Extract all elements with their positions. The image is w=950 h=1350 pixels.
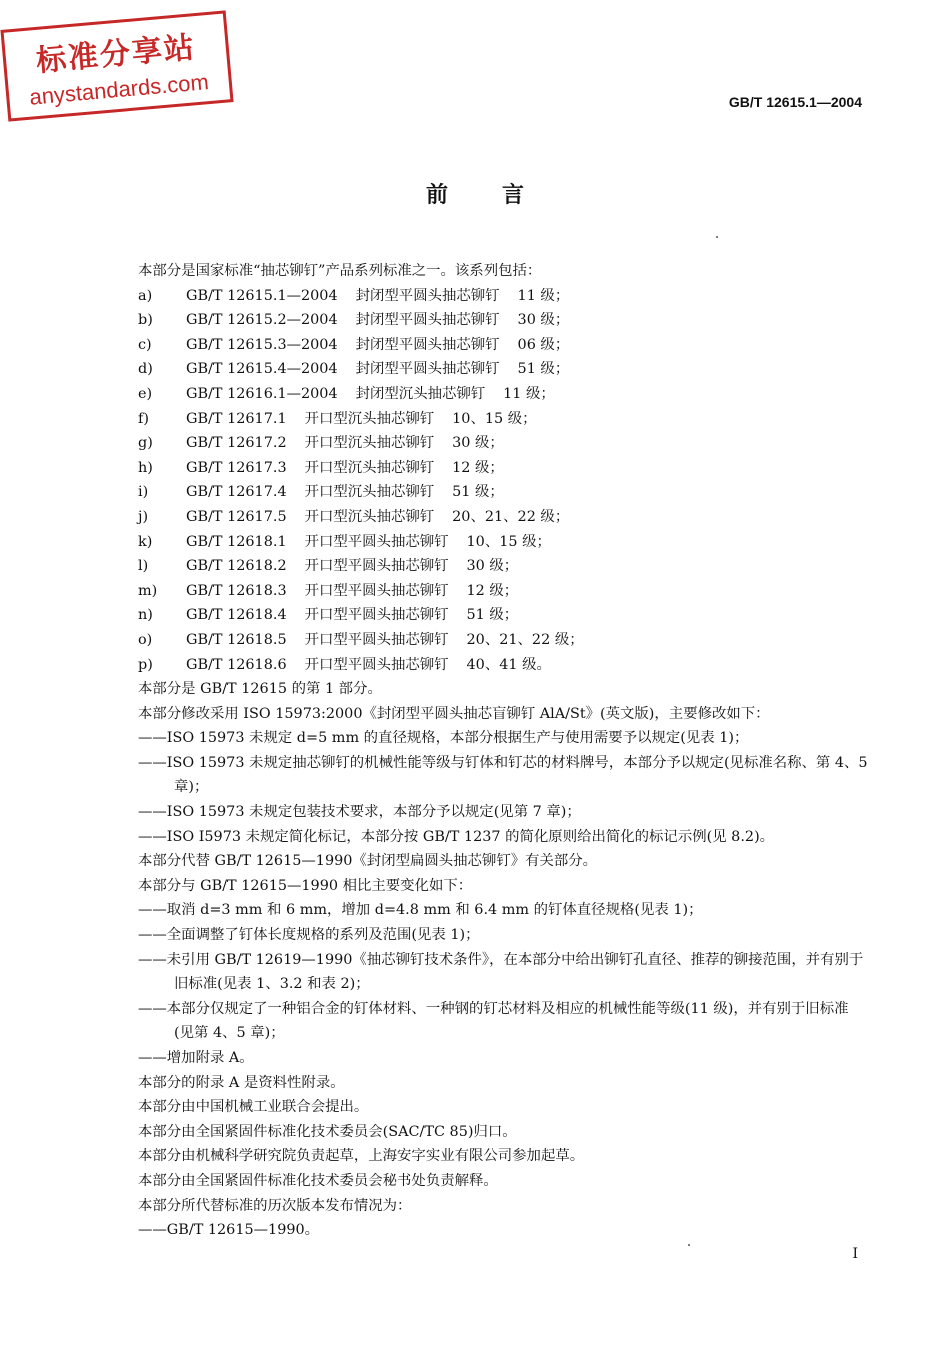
series-name: 开口型平圆头抽芯铆钉 xyxy=(304,607,449,624)
series-grade: 51 级； xyxy=(466,607,519,624)
series-label: o) xyxy=(138,631,153,648)
closing-list xyxy=(138,1071,868,1219)
closing-line: 本部分所代替标准的历次版本发布情况为： xyxy=(138,1197,412,1214)
series-code: GB/T 12618.5 xyxy=(186,631,287,648)
scan-speck xyxy=(688,1244,690,1246)
series-code: GB/T 12618.6 xyxy=(186,656,287,673)
changes-list xyxy=(138,898,868,1070)
modifies-intro: 本部分修改采用 ISO 15973:2000《封闭型平圆头抽芯盲铆钉 AlA/St》(英文版)，主要修改如下： xyxy=(138,705,770,722)
series-label: m) xyxy=(138,582,158,599)
series-name: 开口型沉头抽芯铆钉 xyxy=(304,484,435,501)
series-name: 开口型沉头抽芯铆钉 xyxy=(304,508,435,525)
modification-item: ——ISO 15973 未规定 d=5 mm 的直径规格，本部分根据生产与使用需要予以规定(见表 1)； xyxy=(138,730,749,747)
series-label: f) xyxy=(138,410,149,427)
history-item: ——GB/T 12615—1990。 xyxy=(138,1222,320,1239)
closing-line: 本部分由全国紧固件标准化技术委员会(SAC/TC 85)归口。 xyxy=(138,1123,517,1140)
series-name: 封闭型沉头抽芯铆钉 xyxy=(355,385,486,402)
watermark-stamp xyxy=(0,10,233,121)
series-grade: 10、15 级； xyxy=(452,410,537,427)
series-item xyxy=(138,554,868,579)
series-item xyxy=(138,480,868,505)
series-name: 封闭型平圆头抽芯铆钉 xyxy=(355,312,500,329)
series-item xyxy=(138,628,868,653)
modification-item: ——ISO 15973 未规定抽芯铆钉的机械性能等级与钉体和钉芯的材料牌号，本部分予以规定(见标准名称、第 4、5 章)； xyxy=(138,754,868,796)
replaces-text: 本部分代替 GB/T 12615—1990《封闭型扁圆头抽芯铆钉》有关部分。 xyxy=(138,853,598,870)
change-item: ——增加附录 A。 xyxy=(138,1050,254,1066)
series-grade: 20、21、22 级； xyxy=(452,508,570,525)
standard-number: GB/T 12615.1—2004 xyxy=(728,94,862,110)
watermark-en: anystandards.com xyxy=(28,69,210,110)
series-label: g) xyxy=(138,435,153,452)
modification-item: ——ISO 15973 未规定包装技术要求，本部分予以规定(见第 7 章)； xyxy=(138,804,581,821)
series-item xyxy=(138,603,868,628)
series-label: d) xyxy=(138,361,153,378)
series-name: 开口型平圆头抽芯铆钉 xyxy=(304,631,449,648)
part-of-text: 本部分是 GB/T 12615 的第 1 部分。 xyxy=(138,681,382,698)
series-item xyxy=(138,357,868,382)
series-item xyxy=(138,431,868,456)
series-label: c) xyxy=(138,336,152,353)
series-code: GB/T 12615.2—2004 xyxy=(186,312,338,329)
series-code: GB/T 12617.3 xyxy=(186,459,287,476)
series-label: p) xyxy=(138,656,153,673)
series-item xyxy=(138,382,868,407)
series-label: b) xyxy=(138,312,153,329)
series-item xyxy=(138,530,868,555)
series-grade: 20、21、22 级； xyxy=(466,631,584,648)
page-title: 前言 xyxy=(425,182,578,208)
series-label: i) xyxy=(138,484,149,501)
series-code: GB/T 12617.1 xyxy=(186,410,287,427)
series-grade: 51 级； xyxy=(452,484,504,501)
series-label: h) xyxy=(138,459,153,476)
modification-item: ——ISO I5973 未规定简化标记，本部分按 GB/T 1237 的简化原则给出简化的标记示例(见 8.2)。 xyxy=(138,828,775,845)
foreword-body xyxy=(138,259,868,1243)
series-grade: 30 级； xyxy=(517,312,570,329)
series-code: GB/T 12618.2 xyxy=(186,558,287,575)
changes-intro: 本部分与 GB/T 12615—1990 相比主要变化如下： xyxy=(138,877,473,894)
series-list xyxy=(138,284,868,678)
series-grade: 06 级； xyxy=(517,336,570,353)
series-grade: 11 级； xyxy=(517,287,570,304)
watermark-cn: 标准分享站 xyxy=(34,30,198,79)
series-label: j) xyxy=(138,508,149,525)
series-name: 开口型平圆头抽芯铆钉 xyxy=(304,533,449,550)
change-item: ——未引用 GB/T 12619—1990《抽芯铆钉技术条件》，在本部分中给出铆钉孔直径、推荐的铆接范围，并有别于旧标准(见表 1、3.2 和表 2)； xyxy=(138,951,864,993)
scan-speck xyxy=(716,236,718,238)
series-name: 封闭型平圆头抽芯铆钉 xyxy=(355,361,500,378)
series-item xyxy=(138,284,868,309)
series-code: GB/T 12615.3—2004 xyxy=(186,336,338,353)
series-item xyxy=(138,653,868,678)
series-grade: 11 级； xyxy=(503,385,555,402)
series-grade: 51 级； xyxy=(517,361,570,378)
series-name: 开口型平圆头抽芯铆钉 xyxy=(304,656,449,673)
series-item xyxy=(138,505,868,530)
change-item: ——本部分仅规定了一种铝合金的钉体材料、一种钢的钉芯材料及相应的机械性能等级(11 级)，并有别于旧标准(见第 4、5 章)； xyxy=(138,1000,849,1042)
series-name: 封闭型平圆头抽芯铆钉 xyxy=(355,336,500,353)
modifications-list xyxy=(138,726,868,849)
closing-line: 本部分由中国机械工业联合会提出。 xyxy=(138,1099,369,1116)
series-code: GB/T 12618.4 xyxy=(186,607,287,624)
series-code: GB/T 12618.1 xyxy=(186,533,287,550)
series-code: GB/T 12615.4—2004 xyxy=(186,361,338,378)
change-item: ——全面调整了钉体长度规格的系列及范围(见表 1)； xyxy=(138,927,480,944)
series-grade: 12 级； xyxy=(466,582,519,599)
series-code: GB/T 12617.2 xyxy=(186,435,287,452)
series-item xyxy=(138,308,868,333)
series-name: 开口型平圆头抽芯铆钉 xyxy=(304,582,449,599)
intro-text: 本部分是国家标准“抽芯铆钉”产品系列标准之一。该系列包括： xyxy=(138,263,542,279)
series-label: a) xyxy=(138,287,153,304)
page-number: I xyxy=(852,1246,858,1262)
series-label: n) xyxy=(138,607,153,624)
series-code: GB/T 12617.5 xyxy=(186,508,287,525)
series-name: 封闭型平圆头抽芯铆钉 xyxy=(355,287,500,304)
series-label: l) xyxy=(138,558,149,575)
series-item xyxy=(138,579,868,604)
series-item xyxy=(138,456,868,481)
series-item xyxy=(138,407,868,432)
series-grade: 10、15 级； xyxy=(466,533,551,550)
series-code: GB/T 12617.4 xyxy=(186,484,287,501)
closing-line: 本部分由全国紧固件标准化技术委员会秘书处负责解释。 xyxy=(138,1172,498,1189)
closing-line: 本部分的附录 A 是资料性附录。 xyxy=(138,1074,345,1091)
series-grade: 30 级； xyxy=(452,435,504,452)
change-item: ——取消 d=3 mm 和 6 mm，增加 d=4.8 mm 和 6.4 mm 的钉体直径规格(见表 1)； xyxy=(138,902,703,919)
series-name: 开口型沉头抽芯铆钉 xyxy=(304,435,435,452)
series-name: 开口型沉头抽芯铆钉 xyxy=(304,459,435,476)
series-code: GB/T 12615.1—2004 xyxy=(186,287,338,304)
series-code: GB/T 12618.3 xyxy=(186,582,287,599)
series-label: k) xyxy=(138,533,153,550)
series-grade: 40、41 级。 xyxy=(466,656,551,673)
series-item xyxy=(138,333,868,358)
series-grade: 30 级； xyxy=(466,558,519,575)
series-code: GB/T 12616.1—2004 xyxy=(186,385,338,402)
series-name: 开口型平圆头抽芯铆钉 xyxy=(304,558,449,575)
series-label: e) xyxy=(138,385,153,402)
closing-line: 本部分由机械科学研究院负责起草，上海安字实业有限公司参加起草。 xyxy=(138,1148,585,1165)
series-grade: 12 级； xyxy=(452,459,504,476)
series-name: 开口型沉头抽芯铆钉 xyxy=(304,410,435,427)
